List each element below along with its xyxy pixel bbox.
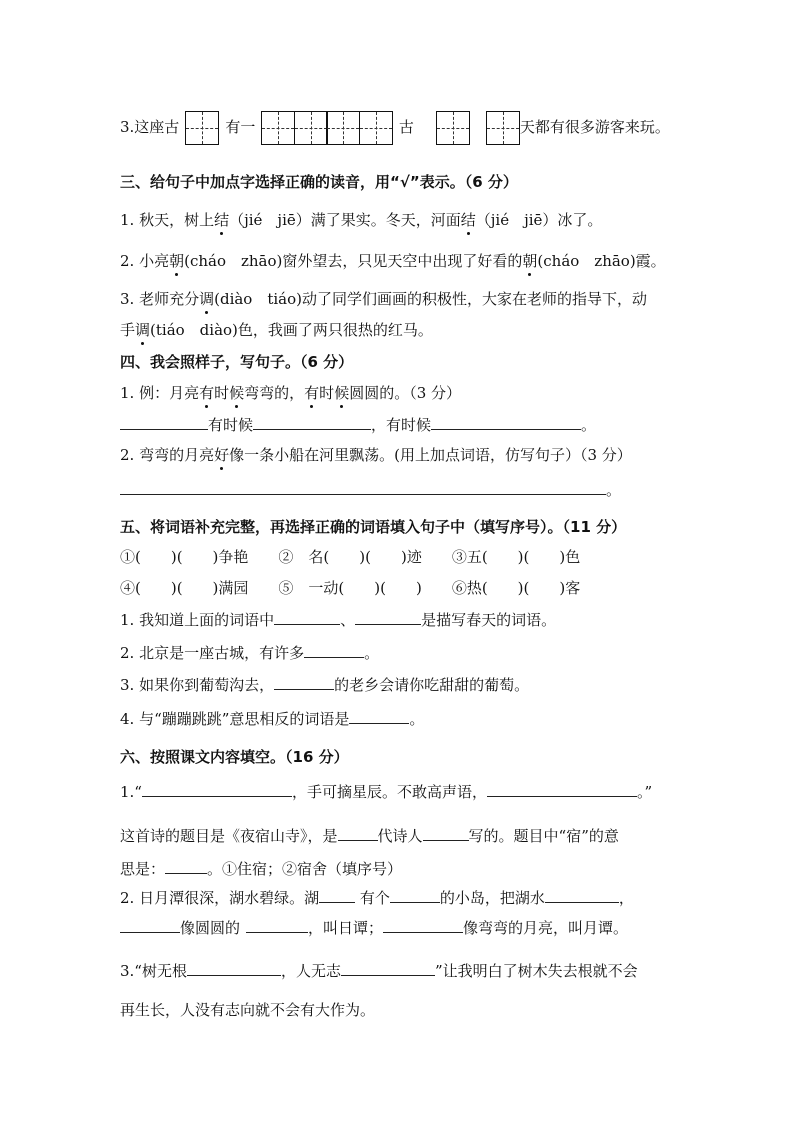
section-4-heading: 四、我会照样子，写句子。（6 分） bbox=[120, 353, 354, 371]
answer-blank[interactable] bbox=[120, 480, 606, 495]
sec4-ex1-text: 时 bbox=[319, 384, 335, 402]
answer-blank[interactable] bbox=[423, 826, 469, 841]
answer-blank[interactable] bbox=[187, 961, 281, 976]
sec6-line-4 bbox=[120, 888, 634, 908]
sec3-q1-text-b: （jié jiē）满了果实。冬天，河面 bbox=[229, 211, 461, 229]
sec3-question-3 bbox=[120, 289, 647, 309]
sec3-question-3-cont bbox=[120, 320, 433, 340]
sec6-text: 1.“ bbox=[120, 783, 142, 801]
dotted-char: 好 bbox=[214, 446, 230, 464]
sec4-ex1-text: 时 bbox=[214, 384, 230, 402]
sec4-fill1-text: 有时候 bbox=[208, 416, 254, 434]
sec5-q4-text: 。 bbox=[409, 710, 425, 728]
dotted-char: 朝 bbox=[169, 252, 185, 270]
sec4-ex1-text: 1. 例：月亮 bbox=[120, 384, 200, 402]
tian-box-6[interactable] bbox=[436, 111, 470, 145]
sec5-word-row-1: ①( )( )争艳 ② 名( )( )迹 ③五( )( )色 bbox=[120, 548, 581, 566]
answer-blank[interactable] bbox=[383, 918, 463, 933]
answer-blank[interactable] bbox=[545, 888, 619, 903]
tian-box-4[interactable] bbox=[326, 111, 360, 145]
sec5-q2-text: 2. 北京是一座古城，有许多 bbox=[120, 644, 305, 662]
answer-blank[interactable] bbox=[338, 826, 378, 841]
answer-blank[interactable] bbox=[165, 859, 207, 874]
answer-blank[interactable] bbox=[253, 415, 371, 430]
dotted-char: 调 bbox=[199, 290, 215, 308]
item3-suffix: 天都有很多游客来玩。 bbox=[519, 118, 670, 136]
dotted-char: 候 bbox=[334, 384, 350, 402]
sec3-q1-text-a: 1. 秋天，树上 bbox=[120, 211, 215, 229]
dotted-char: 朝 bbox=[522, 252, 538, 270]
sec4-ex2-text: 像一条小船在河里飘荡。(用上加点词语，仿写句子）（3 分） bbox=[229, 446, 632, 464]
dotted-char: 有 bbox=[304, 384, 320, 402]
sec5-word-row-2: ④( )( )满园 ⑤ 一动( )( ) ⑥热( )( )客 bbox=[120, 579, 581, 597]
section-6-heading: 六、按照课文内容填空。（16 分） bbox=[120, 748, 349, 766]
answer-blank[interactable] bbox=[319, 888, 355, 903]
dotted-char: 结 bbox=[460, 211, 476, 229]
sec6-text: 代诗人 bbox=[377, 827, 423, 845]
sec6-text: 像弯弯的月亮，叫月谭。 bbox=[463, 919, 629, 937]
sec6-line-6 bbox=[120, 961, 638, 981]
sec3-question-1 bbox=[120, 210, 602, 230]
tian-box-1[interactable] bbox=[185, 111, 219, 145]
sec4-ex1-text: 弯弯的， bbox=[244, 384, 305, 402]
dotted-char: 有 bbox=[199, 384, 215, 402]
sec3-q1-text-c: （jié jiē）冰了。 bbox=[475, 211, 603, 229]
answer-blank[interactable] bbox=[304, 643, 364, 658]
sec6-line-3 bbox=[120, 859, 402, 879]
sec3-q3-text-d: (tiáo diào)色，我画了两只很热的红马。 bbox=[150, 321, 433, 339]
sec6-text: 有个 bbox=[355, 889, 390, 907]
sec5-question-2 bbox=[120, 643, 379, 663]
item3-fill-line bbox=[120, 108, 670, 146]
sec3-q2-text-c: (cháo zhāo)霞。 bbox=[537, 252, 666, 270]
sec4-fill-1 bbox=[120, 415, 596, 435]
sec6-text: 像圆圆的 bbox=[180, 919, 241, 937]
dotted-char: 结 bbox=[214, 211, 230, 229]
answer-blank[interactable] bbox=[246, 918, 308, 933]
item3-prefix: 3.这座古 bbox=[120, 118, 180, 136]
tian-box-2[interactable] bbox=[261, 111, 295, 145]
answer-blank[interactable] bbox=[355, 610, 421, 625]
sec6-text: 2. 日月潭很深，湖水碧绿。湖 bbox=[120, 889, 320, 907]
sec6-text: 。” bbox=[637, 783, 653, 801]
tian-box-5[interactable] bbox=[359, 111, 393, 145]
sec3-q2-text-a: 2. 小亮 bbox=[120, 252, 170, 270]
sec5-q3-text: 3. 如果你到葡萄沟去， bbox=[120, 676, 275, 694]
sec4-fill2-end: 。 bbox=[606, 481, 622, 499]
sec3-question-2 bbox=[120, 251, 666, 271]
sec4-example-1 bbox=[120, 383, 461, 403]
answer-blank[interactable] bbox=[487, 782, 637, 797]
sec5-q2-text: 。 bbox=[364, 644, 380, 662]
dotted-char: 候 bbox=[229, 384, 245, 402]
sec6-text: 写的。题目中“宿”的意 bbox=[468, 827, 619, 845]
sec6-text: 思是： bbox=[120, 860, 166, 878]
tian-box-3[interactable] bbox=[294, 111, 328, 145]
sec4-fill1-text: ，有时候 bbox=[371, 416, 432, 434]
sec6-text: 的小岛，把湖水 bbox=[439, 889, 545, 907]
section-5-heading: 五、将词语补充完整，再选择正确的词语填入句子中（填写序号）。（11 分） bbox=[120, 518, 627, 536]
answer-blank[interactable] bbox=[274, 675, 334, 690]
sec3-q3-text-a: 3. 老师充分 bbox=[120, 290, 200, 308]
tian-box-7[interactable] bbox=[486, 111, 520, 145]
answer-blank[interactable] bbox=[142, 782, 292, 797]
sec6-text: 3.“树无根 bbox=[120, 962, 187, 980]
answer-blank[interactable] bbox=[390, 888, 440, 903]
sec6-line-7: 再生长，人没有志向就不会有大作为。 bbox=[120, 1001, 376, 1019]
item3-mid2: 古 bbox=[398, 118, 414, 136]
sec4-fill1-text: 。 bbox=[581, 416, 597, 434]
sec4-example-2 bbox=[120, 445, 632, 465]
sec6-line-2 bbox=[120, 826, 619, 846]
section-3-heading: 三、给句子中加点字选择正确的读音，用“√”表示。（6 分） bbox=[120, 173, 518, 191]
sec5-question-3 bbox=[120, 675, 529, 695]
sec5-q3-text: 的老乡会请你吃甜甜的葡萄。 bbox=[334, 676, 530, 694]
sec6-text: ”让我明白了树木失去根就不会 bbox=[435, 962, 638, 980]
sec3-q3-text-c: 手 bbox=[120, 321, 136, 339]
sec3-q3-text-b: (diào tiáo)动了同学们画画的积极性，大家在老师的指导下，动 bbox=[214, 290, 647, 308]
sec6-text: ， bbox=[618, 889, 634, 907]
sec5-question-4 bbox=[120, 709, 424, 729]
dotted-char: 调 bbox=[135, 321, 151, 339]
sec6-text: ，手可摘星辰。不敢高声语， bbox=[291, 783, 487, 801]
sec5-question-1 bbox=[120, 610, 556, 630]
sec6-text: ，人无志 bbox=[280, 962, 341, 980]
sec5-q1-text: 是描写春天的词语。 bbox=[421, 611, 557, 629]
sec6-text: 。①住宿；②宿舍（填序号） bbox=[207, 860, 403, 878]
sec6-text: 这首诗的题目是《夜宿山寺》，是 bbox=[120, 827, 338, 845]
sec6-line-5 bbox=[120, 918, 628, 938]
answer-blank[interactable] bbox=[274, 610, 340, 625]
sec6-line-1 bbox=[120, 782, 652, 802]
answer-blank[interactable] bbox=[120, 918, 180, 933]
answer-blank[interactable] bbox=[431, 415, 581, 430]
item3-mid1: 有一 bbox=[225, 118, 256, 136]
sec4-ex2-text: 2. 弯弯的月亮 bbox=[120, 446, 215, 464]
sec3-q2-text-b: (cháo zhāo)窗外望去，只见天空中出现了好看的 bbox=[184, 252, 523, 270]
answer-blank[interactable] bbox=[341, 961, 435, 976]
sec5-q4-text: 4. 与“蹦蹦跳跳”意思相反的词语是 bbox=[120, 710, 350, 728]
answer-blank[interactable] bbox=[349, 709, 409, 724]
sec6-text: ，叫日谭； bbox=[308, 919, 384, 937]
answer-blank[interactable] bbox=[120, 415, 208, 430]
sec4-ex1-text: 圆圆的。（3 分） bbox=[349, 384, 462, 402]
sec5-q1-text: 、 bbox=[340, 611, 356, 629]
sec4-fill-2 bbox=[120, 480, 621, 500]
sec5-q1-text: 1. 我知道上面的词语中 bbox=[120, 611, 275, 629]
